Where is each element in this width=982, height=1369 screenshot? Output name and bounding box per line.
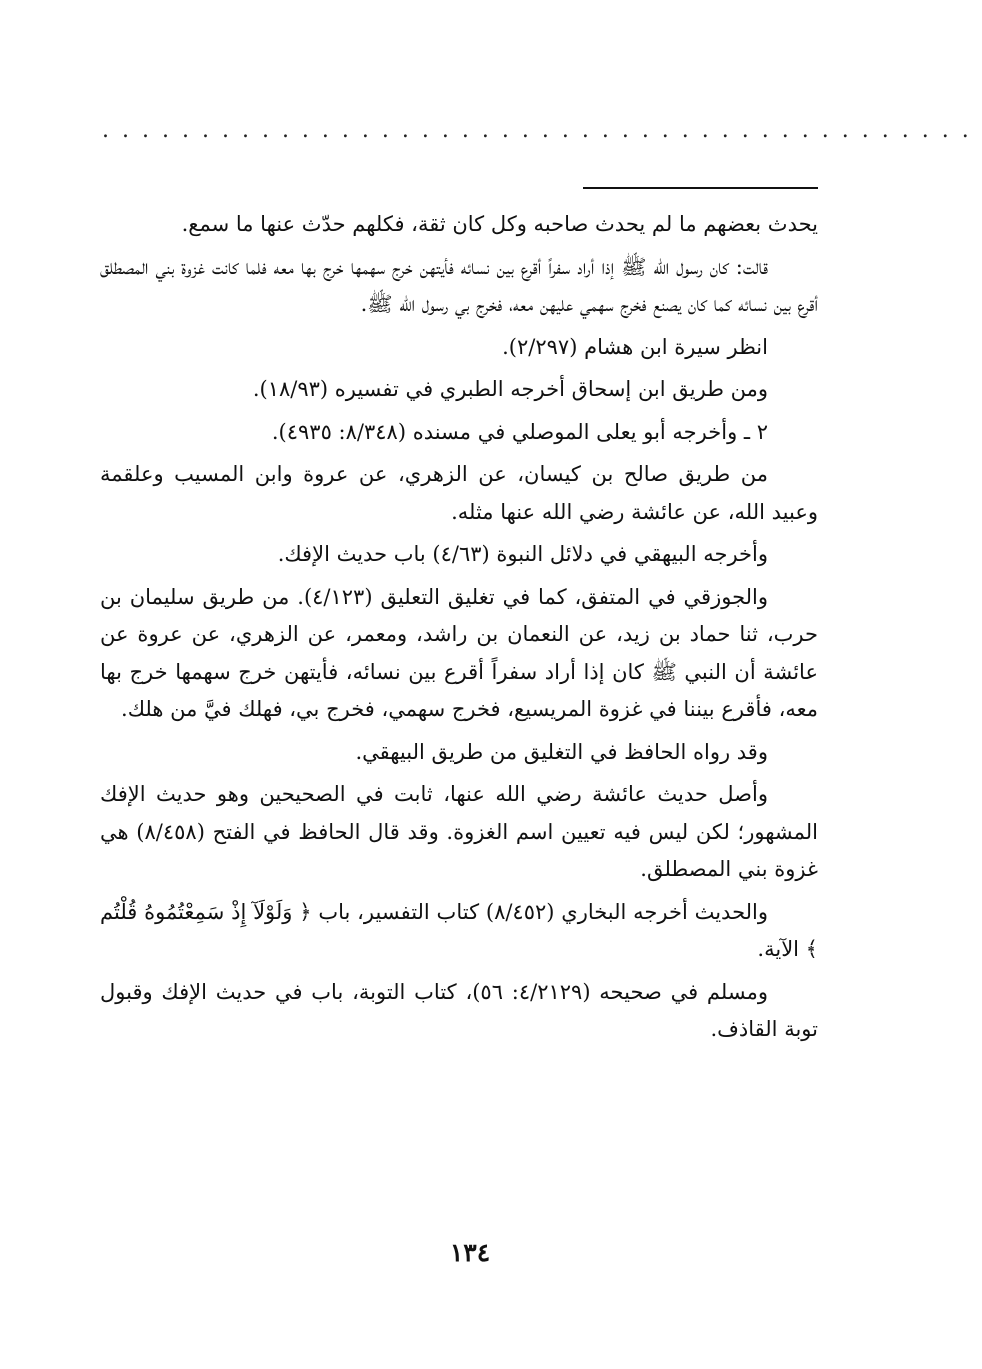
paragraph-4: ومن طريق ابن إسحاق أخرجه الطبري في تفسيره (١٨/٩٣). xyxy=(252,377,768,401)
page-number: ١٣٤ xyxy=(449,1238,491,1267)
paragraph-3: انظر سيرة ابن هشام (٢/٢٩٧). xyxy=(502,334,768,359)
paragraph-2: قالت: كان رسول الله ﷺ إذا أراد سفراً أقرع بين نسائه فأيتهن خرج سهمها خرج بها معه فلما كانت غزوة بني المصطلق أقرع بين نسائه كما كان يصنع فخرج سهمي عليهن معه، فخرج بي رسول الله ﷺ. xyxy=(100,254,818,316)
dotted-separator: ............................................ xyxy=(102,118,982,143)
paragraph-7: وأخرجه البيهقي في دلائل النبوة (٤/٦٣) باب حديث الإفك. xyxy=(277,542,768,566)
paragraph-9: وقد رواه الحافظ في التغليق من طريق البيهقي. xyxy=(355,739,768,764)
paragraph-6: من طريق صالح بن كيسان، عن الزهري، عن عروة وابن المسيب وعلقمة وعبيد الله، عن عائشة رضي الله عنها مثله. xyxy=(100,462,818,524)
paragraph-8: والجوزقي في المتفق، كما في تغليق التعليق (٤/١٢٣). من طريق سليمان بن حرب، ثنا حماد بن زيد، عن النعمان بن راشد، ومعمر، عن الزهري، عن عروة عن عائشة أن النبي ﷺ كان إذا أراد سفراً أقرع بين نسائه، فأيتهن خرج سهمها خرج بها معه، فأقرع بيننا في غزوة المريسيع، فخرج سهمي، فخرج بي، فهلك فيَّ من هلك. xyxy=(100,584,818,721)
footnote-rule xyxy=(583,187,818,189)
paragraph-11: والحديث أخرجه البخاري (٨/٤٥٢) كتاب التفسير، باب ﴿ وَلَوْلَآ إِذْ سَمِعْتُمُوهُ قُلْتُم ﴾ الآية. xyxy=(100,899,818,961)
paragraph-5: ٢ ـ وأخرجه أبو يعلى الموصلي في مسنده (٨/٣٤٨: ٤٩٣٥). xyxy=(271,419,768,444)
footnote-body xyxy=(100,206,818,1054)
paragraph-1: يحدث بعضهم ما لم يحدث صاحبه وكل كان ثقة، فكلهم حدّث عنها ما سمع. xyxy=(181,212,818,236)
paragraph-12: ومسلم في صحيحه (٤/٢١٢٩: ٥٦)، كتاب التوبة، باب في حديث الإفك وقبول توبة القاذف. xyxy=(100,979,818,1041)
paragraph-10: وأصل حديث عائشة رضي الله عنها، ثابت في الصحيحين وهو حديث الإفك المشهور؛ لكن ليس فيه تعيين اسم الغزوة. وقد قال الحافظ في الفتح (٨/٤٥٨) هي غزوة بني المصطلق. xyxy=(100,782,819,881)
